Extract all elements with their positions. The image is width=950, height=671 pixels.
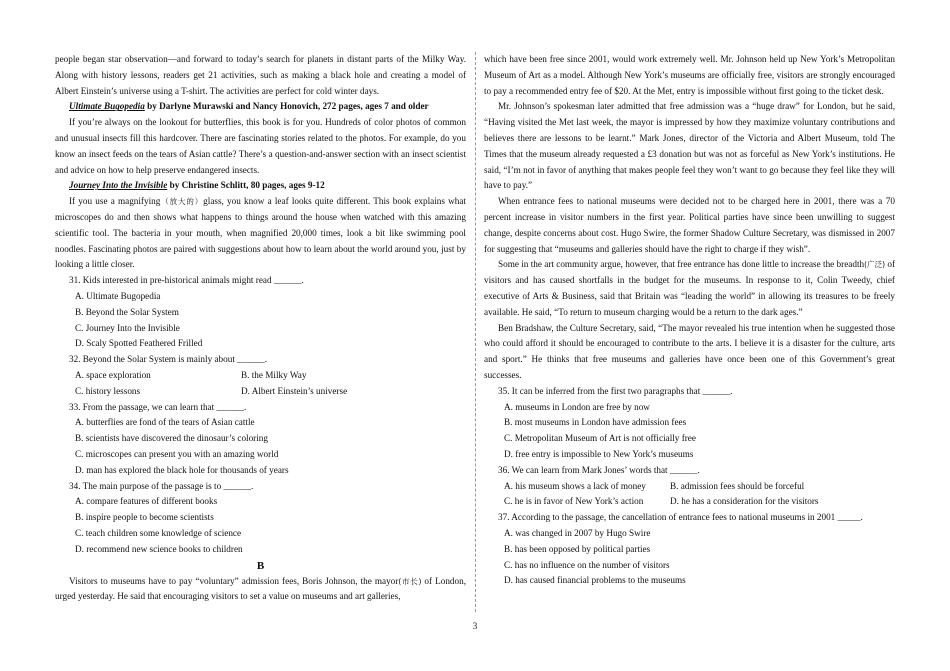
book-info: by Darlyne Murawski and Nancy Honovich, 272 pages, ages 7 and older (144, 101, 429, 112)
text-run: glass, you know a leaf looks quite different. This book explains what microscopes do and then shows what happens to things around the house when watched with this amazing scientific tool. The bacteria in your mouth, when magnified 20,000 times, look a bit like swimming pool noodles. Fascinating photos are paired with suggestions about how to learn about the world around you, just by looking a little closer. (55, 196, 466, 270)
question-31: 31. Kids interested in pre-historical animals might read ______. (69, 275, 304, 286)
option-row (55, 384, 466, 400)
right-paragraph-1: which have been free since 2001, would work extremely well. Mr. Johnson held up New York’s Metropolitan Museum of Art as a model. Although New York’s museums are officially free, visitors are strongly encouraged to pay a recommended entry fee of $20. At the Met, entry is impossible without first going to the ticket desk. (484, 54, 895, 96)
option-row (484, 494, 895, 510)
book-title: Ultimate Bugopedia (69, 101, 145, 112)
passage-b-paragraph-1 (55, 574, 466, 606)
option: B. inspire people to become scientists (75, 512, 214, 523)
option: B. the Milky Way (241, 369, 307, 380)
option: C. Metropolitan Museum of Art is not officially free (504, 433, 696, 444)
option: D. has caused financial problems to the museums (504, 575, 686, 586)
chinese-gloss: (广泛) (864, 260, 886, 270)
right-column (484, 52, 895, 589)
text-run: Some in the art community argue, however, that free entrance has done little to increase the breadth (498, 259, 865, 270)
chinese-gloss: (市长) (398, 576, 422, 586)
right-paragraph-3: When entrance fees to national museums were decided not to be charged here in 2001, there was a 70 percent increase in visitor numbers in the first year. Political parties have since been unwilling to suggest change, despite concerns about cost. Hugo Swire, the former Shadow Culture Secretary, was dismissed in 2007 for suggesting that “museums and galleries should have the right to charge if they wish”. (484, 196, 895, 254)
option: D. he has a consideration for the visitors (670, 496, 819, 507)
option: D. Scaly Spotted Feathered Frilled (75, 338, 203, 349)
option: A. was changed in 2007 by Hugo Swire (504, 527, 651, 538)
option: A. compare features of different books (75, 496, 218, 507)
text-run: If you use a magnifying (69, 196, 161, 207)
text-run: of visitors and has caused shortfalls in the budget for the museums. In response to it, Colin Tweedy, chief executive of Arts & Business, said that Britain was “leading the world” in allowing its treasures to be freely available. He said, “To return to museum charging would be a return to the dark ages.” (484, 259, 896, 317)
option: A. space exploration (75, 369, 151, 380)
question-35: 35. It can be inferred from the first two paragraphs that ______. (498, 385, 733, 396)
option: A. Ultimate Bugopedia (75, 290, 161, 301)
option: D. free entry is impossible to New York’s museums (504, 448, 694, 459)
option: C. history lessons (75, 385, 141, 396)
question-36: 36. We can learn from Mark Jones’ words that ______. (498, 464, 700, 475)
option: D. man has explored the black hole for thousands of years (75, 464, 289, 475)
option-row (484, 479, 895, 495)
book-title: Journey Into the Invisible (69, 180, 168, 191)
left-column (55, 52, 466, 605)
option: B. scientists have discovered the dinosaur’s coloring (75, 433, 268, 444)
option: D. recommend new science books to children (75, 543, 243, 554)
option: C. Journey Into the Invisible (75, 322, 180, 333)
right-paragraph-5: Ben Bradshaw, the Culture Secretary, said, “The mayor revealed his true intention when he suggested those who could afford it should be encouraged to contribute to the arts. I believe it is a disaster for the culture, arts and sport.” He thinks that free museums and galleries have once been one of this Government’s great successes. (484, 322, 895, 380)
option: B. admission fees should be forceful (670, 480, 805, 491)
right-paragraph-4 (484, 257, 895, 320)
left-paragraph-3 (55, 194, 466, 273)
option: A. butterflies are fond of the tears of Asian cattle (75, 417, 255, 428)
option: C. he is in favor of New York’s action (504, 496, 644, 507)
chinese-gloss: （放大的） (160, 197, 204, 207)
question-34: 34. The main purpose of the passage is to ______. (69, 480, 254, 491)
question-32: 32. Beyond the Solar System is mainly about ______. (69, 354, 268, 365)
text-run: Visitors to museums have to pay “voluntary” admission fees, Boris Johnson, the mayor (69, 575, 399, 586)
left-paragraph-1: people began star observation—and forward to today’s search for planets in distant parts of the Milky Way. Along with history lessons, readers get 21 activities, such as making a black hole and creating a model of Albert Einstein’s universe using a T-shirt. The activities are perfect for cold winter days. (55, 54, 466, 96)
question-33: 33. From the passage, we can learn that ______. (69, 401, 247, 412)
text-run: of London, urged yesterday. He said that encouraging visitors to set a value on museums and art galleries, (55, 575, 466, 602)
column-divider (475, 52, 476, 612)
option-row (55, 368, 466, 384)
book-info: by Christine Schlitt, 80 pages, ages 9-12 (167, 180, 325, 191)
right-paragraph-2: Mr. Johnson’s spokesman later admitted that free admission was a “huge draw” for London, but he said, “Having visited the Met last week, the mayor is impressed by how they maximize voluntary contributions and believes there are lessons to be learnt.” Mark Jones, director of the Victoria and Albert Museum, told The Times that the museum already requested a £3 donation but was not as forceful as New York’s institutions. He said, “I’m not in favor of anything that makes people feel they won’t want to go because they feel like they will have to pay.” (484, 101, 895, 191)
option: A. museums in London are free by now (504, 401, 650, 412)
section-heading-b: B (256, 559, 265, 572)
option: C. teach children some knowledge of science (75, 527, 242, 538)
option: B. has been opposed by political parties (504, 543, 651, 554)
option: B. Beyond the Solar System (75, 306, 179, 317)
option: B. most museums in London have admission fees (504, 417, 687, 428)
option: C. microscopes can present you with an amazing world (75, 448, 279, 459)
option: A. his museum shows a lack of money (504, 480, 646, 491)
book-heading-journey-into-the-invisible (55, 178, 466, 194)
book-heading-ultimate-bugopedia (55, 99, 466, 115)
page-number: 3 (472, 621, 478, 631)
question-37: 37. According to the passage, the cancellation of entrance fees to national museums in 2001 _____. (498, 512, 863, 523)
left-paragraph-2: If you’re always on the lookout for butterflies, this book is for you. Hundreds of color photos of common and unusual insects fill this hardcover. There are fascinating stories related to the photos. For example, do you know an insect feeds on the tears of Asian cattle? There’s a question-and-answer section with an insect scientist and advice on how to help preserve endangered insects. (55, 117, 466, 175)
option: C. has no influence on the number of visitors (504, 559, 670, 570)
option: D. Albert Einstein’s universe (241, 385, 348, 396)
